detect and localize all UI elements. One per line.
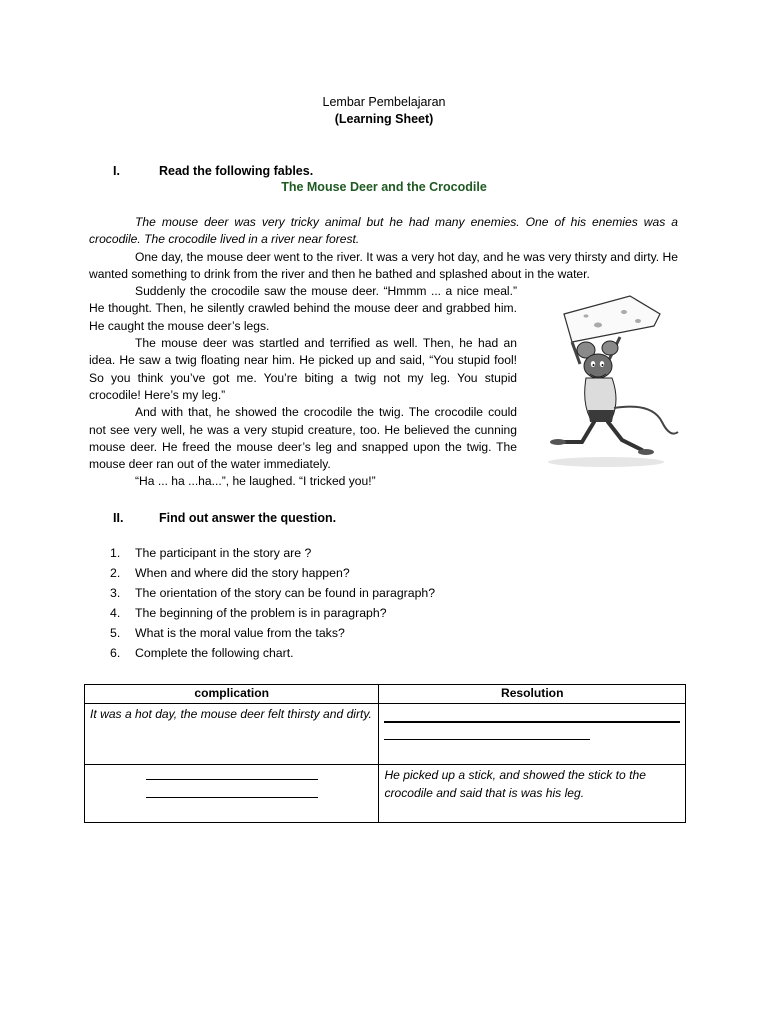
resolution-cell-2: He picked up a stick, and showed the stick to the crocodile and said that is was his leg.	[379, 765, 686, 823]
mouse-with-cheese-illustration	[542, 292, 682, 470]
list-item: 4. The beginning of the problem is in paragraph?	[110, 606, 387, 620]
sheet-subtitle: (Learning Sheet)	[334, 112, 434, 126]
table-row	[85, 704, 686, 765]
resolution-answer-cell[interactable]	[379, 704, 686, 765]
list-item: 3. The orientation of the story can be found in paragraph?	[110, 586, 436, 600]
complication-resolution-chart	[84, 684, 686, 823]
answer-blank-line[interactable]	[146, 779, 318, 780]
list-item: 6. Complete the following chart.	[110, 646, 294, 660]
story-paragraph: “Ha ... ha ...ha...”, he laughed. “I tricked you!”	[135, 474, 376, 489]
table-header-row	[85, 685, 686, 704]
question-list	[110, 543, 435, 663]
story-paragraph: The mouse deer was startled and terrified as well. Then, he had an idea. He saw a twig floating near him. He picked up and said, “You stupid fool! So you think you’ve got me. You’re biting a twig not my leg. You stupid crocodile! Here’s my leg.”	[89, 336, 517, 402]
list-item: 2. When and where did the story happen?	[110, 566, 350, 580]
section-2-number: II.	[113, 511, 124, 525]
story-title: The Mouse Deer and the Crocodile	[281, 180, 487, 194]
answer-blank-line[interactable]	[384, 739, 590, 740]
section-1-number: I.	[113, 164, 120, 178]
answer-blank-line[interactable]	[384, 721, 680, 723]
section-2-heading: Find out answer the question.	[159, 511, 337, 525]
sheet-title: Lembar Pembelajaran	[322, 95, 446, 109]
complication-cell-1: It was a hot day, the mouse deer felt thirsty and dirty.	[85, 704, 379, 765]
table-row	[85, 765, 686, 823]
list-item: 1. The participant in the story are ?	[110, 546, 312, 560]
story-paragraph: And with that, he showed the crocodile the twig. The crocodile could not see very well, he was a very stupid creature, too. He believed the cunning mouse deer. He freed the mouse deer’s leg and snapped upon the twig. The mouse deer ran out of the water immediately.	[89, 405, 517, 472]
complication-header: complication	[85, 685, 379, 704]
complication-answer-cell[interactable]	[85, 765, 379, 823]
story-paragraph: The mouse deer was very tricky animal but he had many enemies. One of his enemies was a crocodile. The crocodile lived in a river near forest.	[89, 215, 678, 247]
resolution-header: Resolution	[379, 685, 686, 704]
story-paragraph: Suddenly the crocodile saw the mouse deer. “Hmmm ... a nice meal.” He thought. Then, he silently crawled behind the mouse deer and grabbed him. He caught the mouse deer’s legs.	[89, 284, 517, 333]
answer-blank-line[interactable]	[146, 797, 318, 798]
section-1-heading: Read the following fables.	[159, 164, 314, 178]
story-paragraph: One day, the mouse deer went to the river. It was a very hot day, and he was very thirsty and dirty. He wanted something to drink from the river and then he bathed and splashed about in the water.	[89, 249, 678, 281]
list-item: 5. What is the moral value from the taks?	[110, 626, 345, 640]
